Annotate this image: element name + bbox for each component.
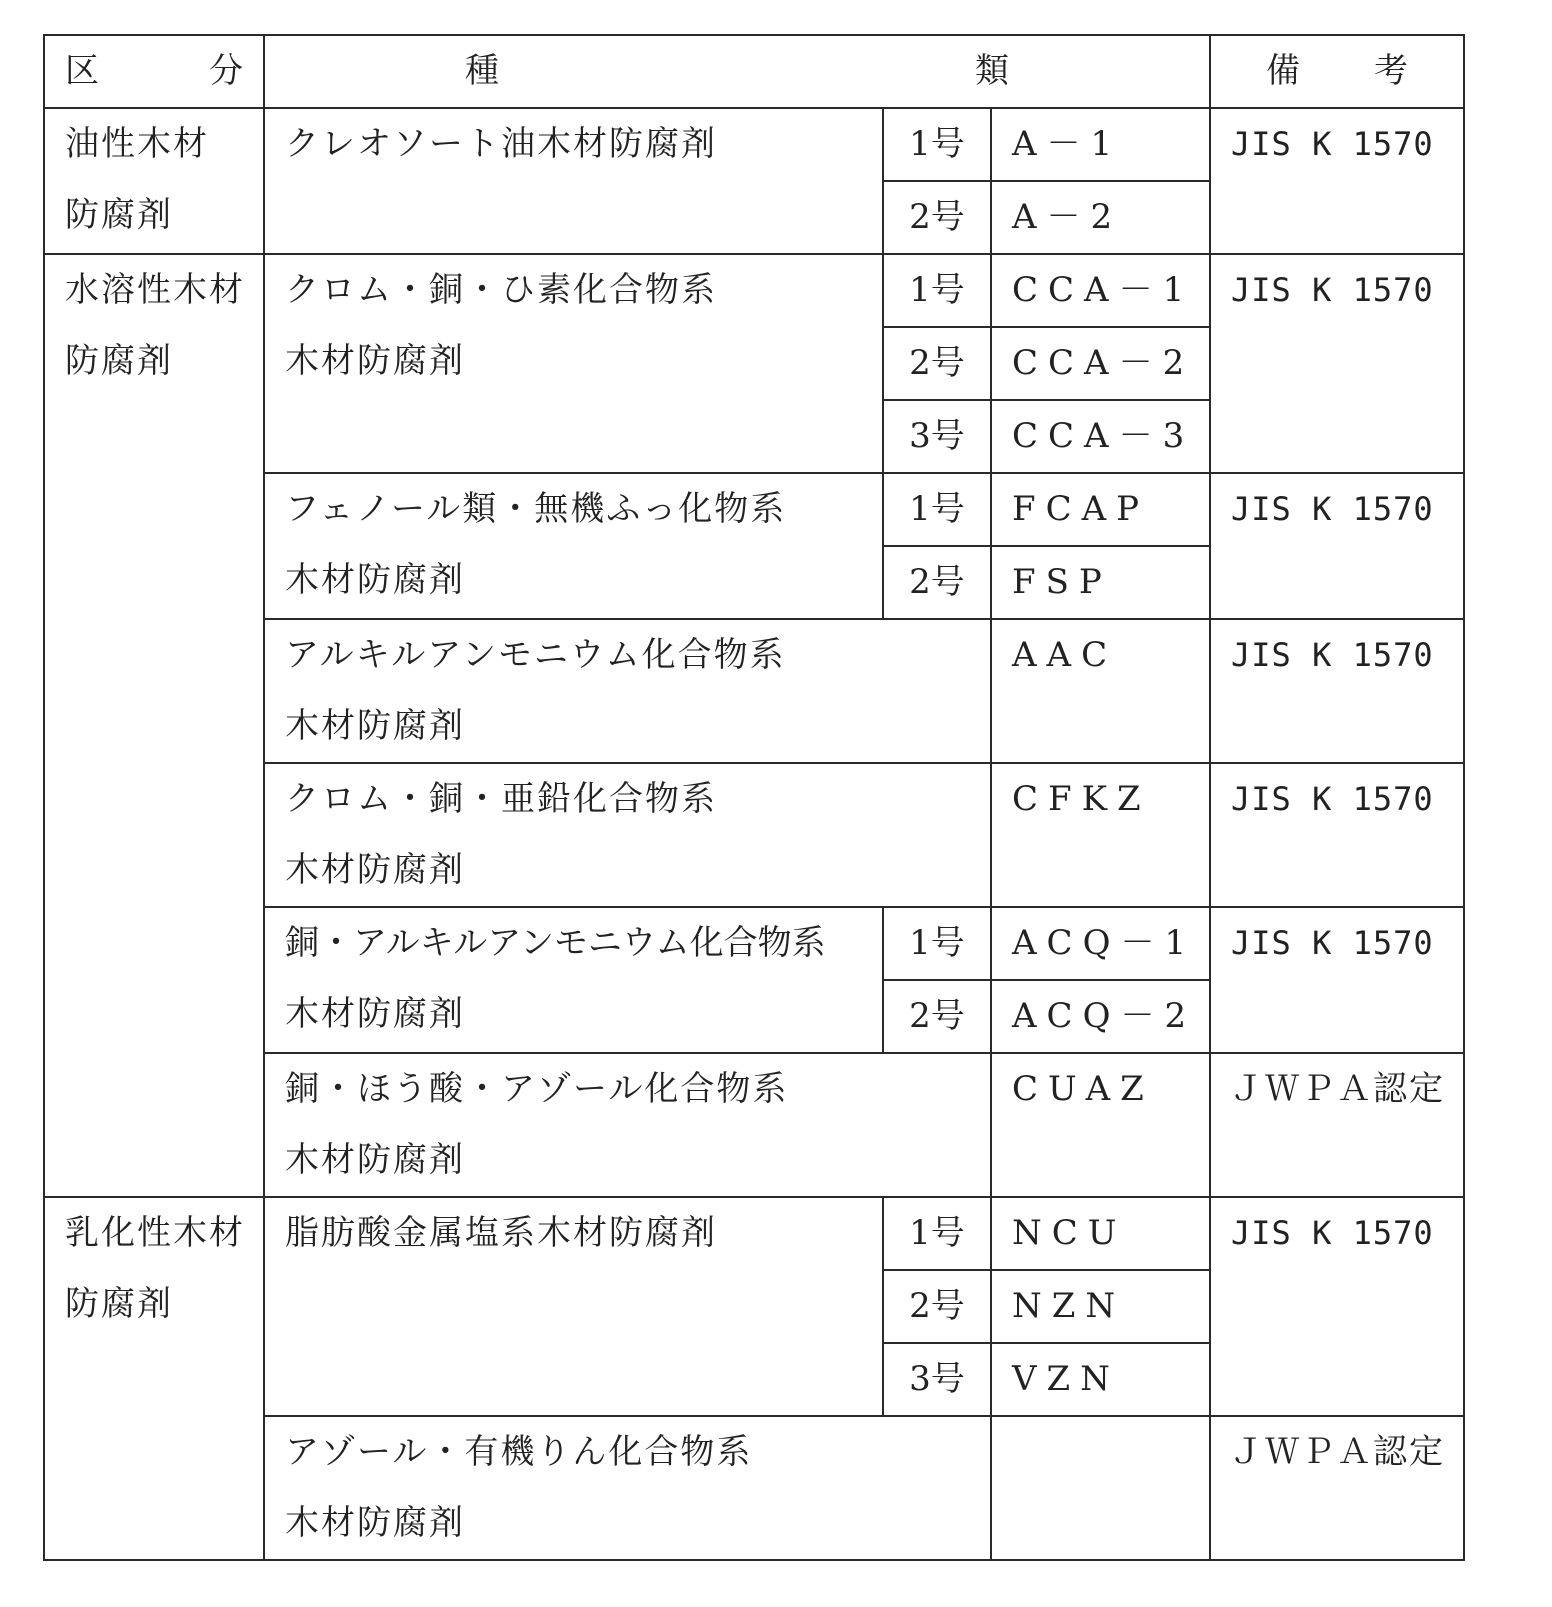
- item-name: クレオソート油木材防腐剤: [264, 108, 883, 254]
- item-name: 銅・ほう酸・アゾール化合物系 木材防腐剤: [264, 1053, 991, 1197]
- table-row: [44, 108, 1464, 181]
- item-note: JIS K 1570: [1210, 473, 1464, 619]
- item-code: NCU: [991, 1197, 1210, 1270]
- item-note: JIS K 1570: [1210, 907, 1464, 1053]
- item-number: 1号: [883, 473, 991, 546]
- item-name: 脂肪酸金属塩系木材防腐剤: [264, 1197, 883, 1416]
- preservative-table: [43, 34, 1465, 1561]
- item-note: JIS K 1570: [1210, 254, 1464, 473]
- item-note: ＪＷＰＡ認定: [1210, 1416, 1464, 1560]
- item-number: 1号: [883, 108, 991, 181]
- item-number: 3号: [883, 1343, 991, 1416]
- item-code: VZN: [991, 1343, 1210, 1416]
- item-code: CFKZ: [991, 763, 1210, 907]
- item-note: JIS K 1570: [1210, 763, 1464, 907]
- item-code: CCA－2: [991, 327, 1210, 400]
- header-row: [44, 35, 1464, 108]
- item-number: 2号: [883, 1270, 991, 1343]
- item-number: 1号: [883, 1197, 991, 1270]
- item-code: NZN: [991, 1270, 1210, 1343]
- item-number: 1号: [883, 907, 991, 980]
- item-code: FCAP: [991, 473, 1210, 546]
- item-name: クロム・銅・ひ素化合物系 木材防腐剤: [264, 254, 883, 473]
- item-code: ACQ－2: [991, 980, 1210, 1053]
- item-number: 2号: [883, 181, 991, 254]
- category-oil: 油性木材 防腐剤: [44, 108, 264, 254]
- item-note: JIS K 1570: [1210, 619, 1464, 763]
- category-emulsion: 乳化性木材 防腐剤: [44, 1197, 264, 1560]
- table-row: [44, 1197, 1464, 1270]
- item-name: アルキルアンモニウム化合物系 木材防腐剤: [264, 619, 991, 763]
- item-code: A－2: [991, 181, 1210, 254]
- item-code: AAC: [991, 619, 1210, 763]
- item-code: [991, 1416, 1210, 1560]
- item-code: CCA－1: [991, 254, 1210, 327]
- item-name: アゾール・有機りん化合物系 木材防腐剤: [264, 1416, 991, 1560]
- item-code: CCA－3: [991, 400, 1210, 473]
- item-note: JIS K 1570: [1210, 108, 1464, 254]
- table-row: [44, 254, 1464, 327]
- item-number: 2号: [883, 980, 991, 1053]
- header-kubun: 区 分: [44, 35, 264, 108]
- item-code: FSP: [991, 546, 1210, 619]
- item-code: ACQ－1: [991, 907, 1210, 980]
- item-number: 2号: [883, 546, 991, 619]
- header-biko: 備 考: [1210, 35, 1464, 108]
- item-note: JIS K 1570: [1210, 1197, 1464, 1416]
- item-code: CUAZ: [991, 1053, 1210, 1197]
- item-code: A－1: [991, 108, 1210, 181]
- item-name: クロム・銅・亜鉛化合物系 木材防腐剤: [264, 763, 991, 907]
- item-note: ＪＷＰＡ認定: [1210, 1053, 1464, 1197]
- item-name: フェノール類・無機ふっ化物系 木材防腐剤: [264, 473, 883, 619]
- header-shurui: 種 類: [264, 35, 1210, 108]
- item-number: 1号: [883, 254, 991, 327]
- category-water: 水溶性木材 防腐剤: [44, 254, 264, 1197]
- item-number: 3号: [883, 400, 991, 473]
- item-name: 銅・アルキルアンモニウム化合物系 木材防腐剤: [264, 907, 883, 1053]
- item-number: 2号: [883, 327, 991, 400]
